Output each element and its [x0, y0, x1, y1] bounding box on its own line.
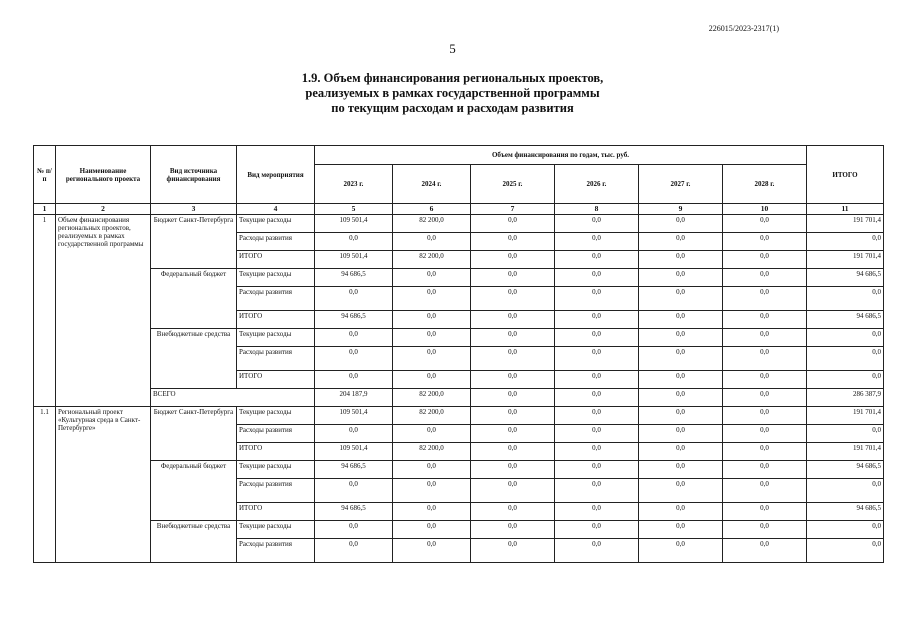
value-cell: 94 686,5	[315, 269, 393, 287]
header-year: 2028 г.	[723, 165, 807, 204]
value-cell: 0,0	[723, 251, 807, 269]
value-cell: 0,0	[393, 269, 471, 287]
value-cell: 0,0	[555, 539, 639, 563]
value-cell: 0,0	[555, 233, 639, 251]
table-row	[34, 329, 884, 347]
value-cell: 0,0	[315, 287, 393, 311]
value-cell: 0,0	[315, 521, 393, 539]
value-cell: 0,0	[471, 269, 555, 287]
value-cell: 0,0	[393, 311, 471, 329]
value-cell: 0,0	[315, 233, 393, 251]
value-cell: 0,0	[555, 269, 639, 287]
value-cell: 0,0	[393, 287, 471, 311]
table-row	[34, 407, 884, 425]
value-cell: 0,0	[471, 329, 555, 347]
activity-type: ИТОГО	[237, 371, 315, 389]
activity-type: Текущие расходы	[237, 329, 315, 347]
activity-type: Текущие расходы	[237, 461, 315, 479]
title-line: реализуемых в рамках государственной программы	[305, 86, 600, 100]
value-cell: 0,0	[471, 425, 555, 443]
value-cell: 0,0	[807, 371, 884, 389]
total-value-cell: 0,0	[639, 389, 723, 407]
value-cell: 0,0	[315, 347, 393, 371]
value-cell: 0,0	[471, 443, 555, 461]
value-cell: 191 701,4	[807, 215, 884, 233]
table-body	[34, 215, 884, 563]
value-cell: 0,0	[555, 443, 639, 461]
header-no: № п/п	[34, 146, 56, 204]
value-cell: 191 701,4	[807, 251, 884, 269]
activity-type: Расходы развития	[237, 233, 315, 251]
value-cell: 0,0	[471, 347, 555, 371]
value-cell: 0,0	[639, 233, 723, 251]
column-number: 2	[56, 204, 151, 215]
value-cell: 0,0	[723, 443, 807, 461]
value-cell: 0,0	[315, 539, 393, 563]
value-cell: 191 701,4	[807, 443, 884, 461]
value-cell: 109 501,4	[315, 215, 393, 233]
header-activity: Вид мероприятия	[237, 146, 315, 204]
column-number: 1	[34, 204, 56, 215]
column-number: 9	[639, 204, 723, 215]
value-cell: 0,0	[723, 503, 807, 521]
activity-type: Расходы развития	[237, 425, 315, 443]
value-cell: 0,0	[639, 539, 723, 563]
value-cell: 0,0	[315, 479, 393, 503]
value-cell: 0,0	[555, 371, 639, 389]
activity-type: Текущие расходы	[237, 269, 315, 287]
value-cell: 0,0	[723, 539, 807, 563]
value-cell: 0,0	[555, 287, 639, 311]
value-cell: 94 686,5	[315, 461, 393, 479]
value-cell: 0,0	[555, 425, 639, 443]
column-number: 11	[807, 204, 884, 215]
total-value-cell: 0,0	[555, 389, 639, 407]
value-cell: 0,0	[639, 425, 723, 443]
funding-source: Федеральный бюджет	[151, 269, 237, 329]
row-number: 1	[34, 215, 56, 407]
column-number: 4	[237, 204, 315, 215]
value-cell: 0,0	[807, 539, 884, 563]
total-value-cell: 82 200,0	[393, 389, 471, 407]
row-number: 1.1	[34, 407, 56, 563]
value-cell: 0,0	[555, 329, 639, 347]
document-number: 226015/2023-2317(1)	[708, 24, 779, 33]
column-number: 3	[151, 204, 237, 215]
value-cell: 0,0	[393, 425, 471, 443]
value-cell: 0,0	[639, 311, 723, 329]
value-cell: 109 501,4	[315, 251, 393, 269]
value-cell: 0,0	[723, 461, 807, 479]
value-cell: 0,0	[555, 407, 639, 425]
value-cell: 0,0	[639, 347, 723, 371]
table-row	[34, 215, 884, 233]
value-cell: 0,0	[471, 251, 555, 269]
value-cell: 82 200,0	[393, 251, 471, 269]
value-cell: 0,0	[471, 233, 555, 251]
value-cell: 0,0	[807, 521, 884, 539]
value-cell: 0,0	[393, 329, 471, 347]
header-year: 2026 г.	[555, 165, 639, 204]
value-cell: 0,0	[723, 233, 807, 251]
value-cell: 0,0	[393, 371, 471, 389]
funding-source: Бюджет Санкт-Петербурга	[151, 407, 237, 461]
value-cell: 191 701,4	[807, 407, 884, 425]
value-cell: 0,0	[807, 479, 884, 503]
value-cell: 0,0	[393, 521, 471, 539]
header-year: 2027 г.	[639, 165, 723, 204]
value-cell: 0,0	[723, 311, 807, 329]
value-cell: 0,0	[807, 233, 884, 251]
value-cell: 0,0	[639, 461, 723, 479]
value-cell: 0,0	[555, 347, 639, 371]
value-cell: 82 200,0	[393, 215, 471, 233]
total-value-cell: 0,0	[723, 389, 807, 407]
value-cell: 0,0	[639, 329, 723, 347]
value-cell: 0,0	[723, 215, 807, 233]
value-cell: 0,0	[723, 269, 807, 287]
value-cell: 0,0	[807, 287, 884, 311]
value-cell: 0,0	[393, 347, 471, 371]
header-year: 2023 г.	[315, 165, 393, 204]
header-year: 2025 г.	[471, 165, 555, 204]
table-row-total	[34, 389, 884, 407]
value-cell: 0,0	[723, 479, 807, 503]
value-cell: 82 200,0	[393, 443, 471, 461]
value-cell: 0,0	[471, 311, 555, 329]
value-cell: 0,0	[555, 311, 639, 329]
value-cell: 0,0	[393, 479, 471, 503]
value-cell: 0,0	[639, 269, 723, 287]
value-cell: 82 200,0	[393, 407, 471, 425]
value-cell: 0,0	[639, 215, 723, 233]
column-number: 5	[315, 204, 393, 215]
activity-type: Текущие расходы	[237, 521, 315, 539]
total-value-cell: 204 187,9	[315, 389, 393, 407]
value-cell: 0,0	[639, 287, 723, 311]
value-cell: 0,0	[555, 503, 639, 521]
activity-type: Текущие расходы	[237, 407, 315, 425]
value-cell: 0,0	[471, 539, 555, 563]
value-cell: 94 686,5	[807, 269, 884, 287]
value-cell: 109 501,4	[315, 443, 393, 461]
value-cell: 0,0	[315, 371, 393, 389]
value-cell: 94 686,5	[315, 503, 393, 521]
total-value-cell: 0,0	[471, 389, 555, 407]
header-volume: Объем финансирования по годам, тыс. руб.	[315, 146, 807, 165]
value-cell: 0,0	[639, 521, 723, 539]
value-cell: 0,0	[639, 479, 723, 503]
value-cell: 0,0	[315, 329, 393, 347]
value-cell: 0,0	[807, 347, 884, 371]
project-name: Объем финансирования региональных проектов, реализуемых в рамках государственной программы	[56, 215, 151, 407]
activity-type: Расходы развития	[237, 287, 315, 311]
value-cell: 0,0	[723, 425, 807, 443]
funding-source: Внебюджетные средства	[151, 329, 237, 389]
table-row	[34, 269, 884, 287]
value-cell: 109 501,4	[315, 407, 393, 425]
table-row	[34, 521, 884, 539]
value-cell: 0,0	[639, 371, 723, 389]
value-cell: 0,0	[393, 461, 471, 479]
funding-source: Внебюджетные средства	[151, 521, 237, 563]
value-cell: 0,0	[471, 287, 555, 311]
value-cell: 0,0	[471, 479, 555, 503]
total-label: ВСЕГО	[151, 389, 315, 407]
value-cell: 0,0	[639, 407, 723, 425]
value-cell: 0,0	[723, 347, 807, 371]
activity-type: Текущие расходы	[237, 215, 315, 233]
value-cell: 0,0	[723, 287, 807, 311]
value-cell: 0,0	[639, 443, 723, 461]
financing-table	[33, 145, 884, 563]
activity-type: ИТОГО	[237, 251, 315, 269]
value-cell: 0,0	[471, 407, 555, 425]
page-number: 5	[449, 41, 456, 56]
activity-type: Расходы развития	[237, 539, 315, 563]
title-line: 1.9. Объем финансирования региональных проектов,	[301, 71, 604, 85]
value-cell: 0,0	[471, 371, 555, 389]
header-total: ИТОГО	[807, 146, 884, 204]
value-cell: 0,0	[471, 461, 555, 479]
value-cell: 0,0	[639, 503, 723, 521]
value-cell: 0,0	[315, 425, 393, 443]
value-cell: 0,0	[723, 329, 807, 347]
column-number: 6	[393, 204, 471, 215]
value-cell: 0,0	[393, 539, 471, 563]
value-cell: 94 686,5	[807, 503, 884, 521]
value-cell: 94 686,5	[807, 461, 884, 479]
value-cell: 0,0	[555, 215, 639, 233]
value-cell: 0,0	[639, 251, 723, 269]
activity-type: Расходы развития	[237, 347, 315, 371]
value-cell: 0,0	[471, 503, 555, 521]
table-row	[34, 461, 884, 479]
total-value-cell: 286 387,9	[807, 389, 884, 407]
activity-type: ИТОГО	[237, 311, 315, 329]
value-cell: 0,0	[723, 371, 807, 389]
header-project-name: Наименование регионального проекта	[56, 146, 151, 204]
activity-type: ИТОГО	[237, 503, 315, 521]
funding-source: Федеральный бюджет	[151, 461, 237, 521]
header-year: 2024 г.	[393, 165, 471, 204]
column-number: 8	[555, 204, 639, 215]
value-cell: 0,0	[471, 521, 555, 539]
value-cell: 0,0	[393, 233, 471, 251]
header-source: Вид источника финансирования	[151, 146, 237, 204]
value-cell: 0,0	[555, 479, 639, 503]
column-number: 10	[723, 204, 807, 215]
value-cell: 94 686,5	[807, 311, 884, 329]
value-cell: 0,0	[723, 521, 807, 539]
activity-type: ИТОГО	[237, 443, 315, 461]
value-cell: 0,0	[471, 215, 555, 233]
activity-type: Расходы развития	[237, 479, 315, 503]
value-cell: 0,0	[555, 521, 639, 539]
value-cell: 0,0	[807, 425, 884, 443]
value-cell: 0,0	[555, 251, 639, 269]
value-cell: 0,0	[555, 461, 639, 479]
value-cell: 0,0	[723, 407, 807, 425]
funding-source: Бюджет Санкт-Петербурга	[151, 215, 237, 269]
value-cell: 94 686,5	[315, 311, 393, 329]
project-name: Региональный проект «Культурная среда в Санкт-Петербурге»	[56, 407, 151, 563]
title-line: по текущим расходам и расходам развития	[331, 101, 574, 115]
value-cell: 0,0	[393, 503, 471, 521]
column-number: 7	[471, 204, 555, 215]
page-title	[0, 71, 905, 116]
value-cell: 0,0	[807, 329, 884, 347]
